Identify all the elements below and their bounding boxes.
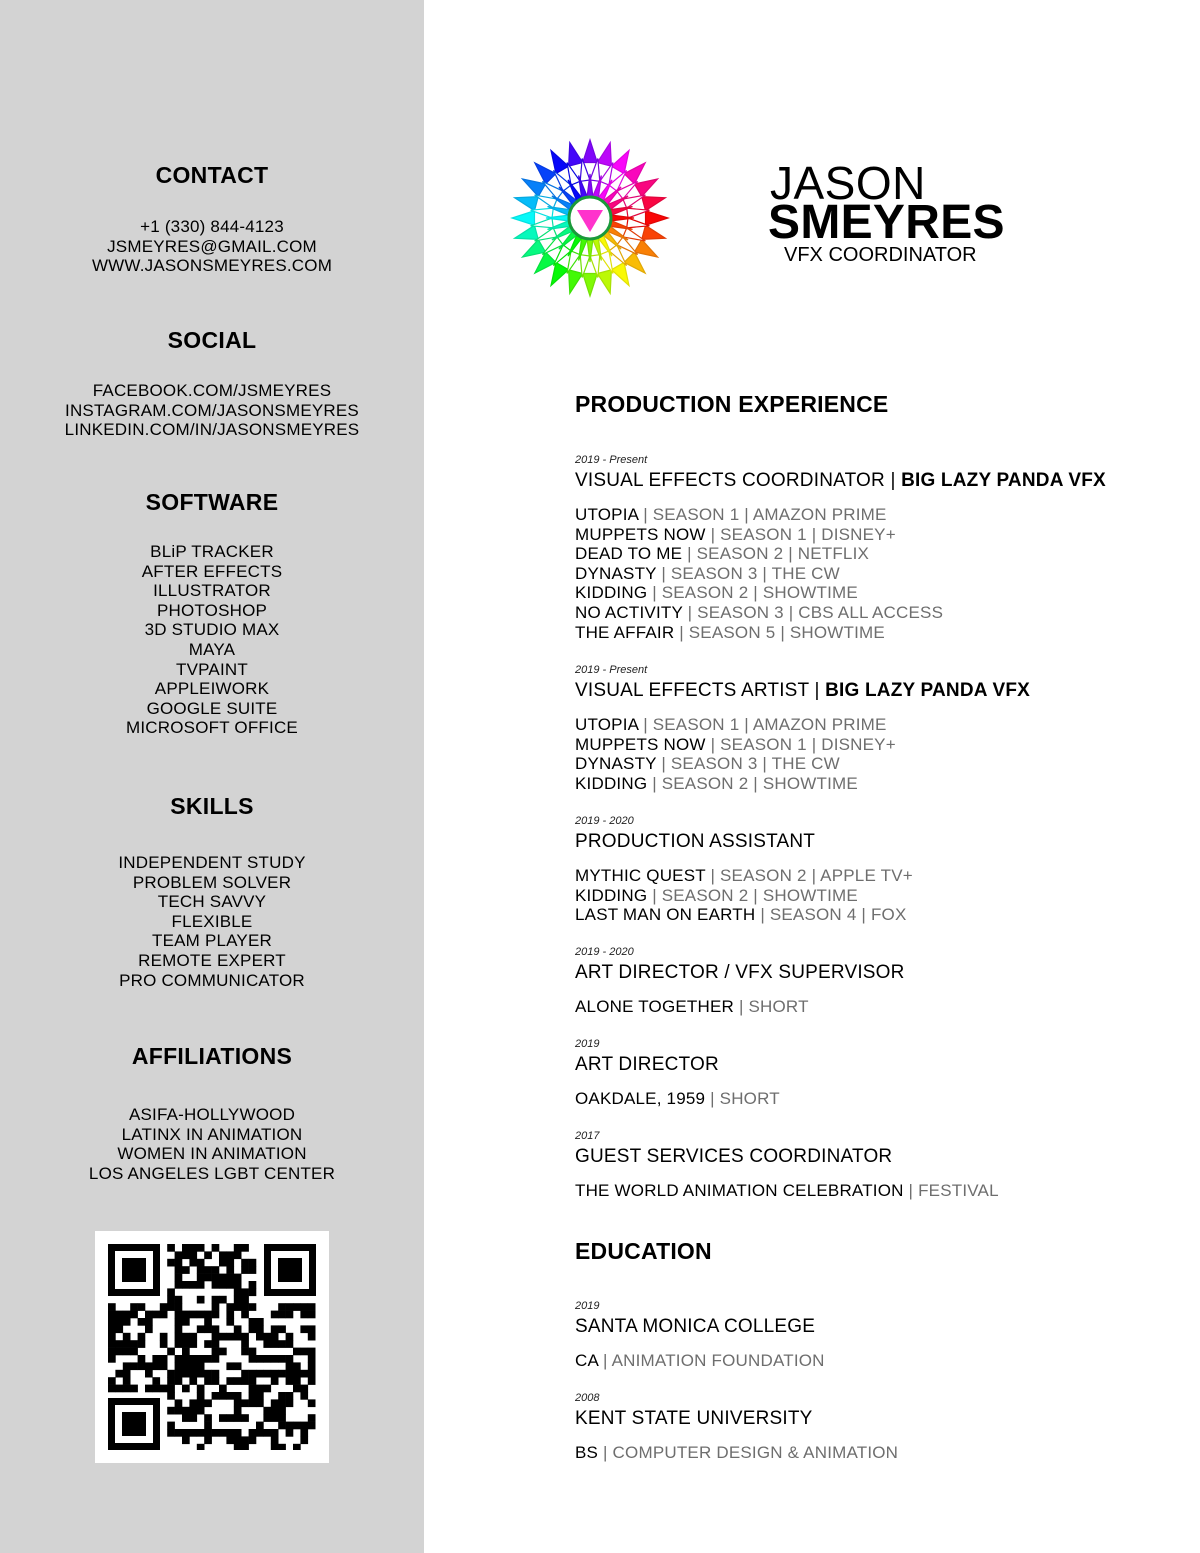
list-item: FLEXIBLE: [171, 911, 253, 931]
credit-list: [575, 505, 1175, 642]
list-item: UTOPIA | SEASON 1 | AMAZON PRIME: [575, 505, 887, 524]
job-title: [575, 961, 1175, 985]
job-title: [575, 1053, 1175, 1077]
first-name: JASON: [770, 157, 926, 209]
job-entry: [575, 945, 1175, 1017]
phone-number[interactable]: +1 (330) 844-4123: [140, 217, 284, 236]
linkedin-link[interactable]: LINKEDIN.COM/IN/JASONSMEYRES: [64, 420, 360, 440]
list-item: DYNASTY | SEASON 3 | THE CW: [575, 563, 840, 583]
list-item: MICROSOFT OFFICE: [126, 718, 298, 738]
affiliations-list: [0, 1105, 424, 1183]
list-item: GOOGLE SUITE: [146, 698, 278, 718]
email-link[interactable]: JSMEYRES@GMAIL.COM: [107, 236, 317, 256]
skills-list: [0, 853, 424, 990]
job-title-text: VISUAL EFFECTS ARTIST: [575, 680, 810, 701]
education-entry: [575, 1391, 1175, 1463]
list-item: ALONE TOGETHER | SHORT: [575, 997, 809, 1016]
last-name: SMEYRES: [768, 196, 1005, 249]
separator: |: [814, 680, 820, 701]
list-item: MAYA: [188, 639, 236, 659]
skills-heading: SKILLS: [170, 793, 254, 819]
degree-list: [575, 1443, 1175, 1463]
list-item: BS | COMPUTER DESIGN & ANIMATION: [575, 1443, 899, 1462]
job-title: [575, 1145, 1175, 1169]
list-item: PROBLEM SOLVER: [132, 872, 292, 892]
software-heading: SOFTWARE: [145, 489, 279, 515]
list-item: THE WORLD ANIMATION CELEBRATION | FESTIVAL: [575, 1181, 999, 1200]
sidebar: [0, 0, 424, 1553]
job-date: 2017: [575, 1130, 600, 1142]
list-item: CA | ANIMATION FOUNDATION: [575, 1351, 825, 1370]
mandala-logo-icon: [510, 138, 670, 298]
list-item: MUPPETS NOW | SEASON 1 | DISNEY+: [575, 734, 896, 754]
qr-code-icon: [108, 1244, 316, 1450]
instagram-link[interactable]: INSTAGRAM.COM/JASONSMEYRES: [65, 400, 359, 420]
social-list: [0, 381, 424, 440]
company-name: BIG LAZY PANDA VFX: [825, 680, 1031, 701]
job-date: 2019 - Present: [575, 454, 648, 466]
company-name: BIG LAZY PANDA VFX: [901, 470, 1106, 491]
list-item: INDEPENDENT STUDY: [118, 853, 306, 872]
list-item: DEAD TO ME | SEASON 2 | NETFLIX: [575, 544, 870, 564]
list-item: LATINX IN ANIMATION: [121, 1124, 303, 1144]
job-title-text: PRODUCTION ASSISTANT: [575, 831, 816, 852]
job-title-text: VISUAL EFFECTS COORDINATOR: [575, 470, 885, 491]
list-item: OAKDALE, 1959 | SHORT: [575, 1089, 780, 1108]
education-heading: EDUCATION: [575, 1238, 712, 1264]
credit-list: [575, 866, 1175, 925]
list-item: KIDDING | SEASON 2 | SHOWTIME: [575, 885, 858, 905]
job-title: [575, 830, 1175, 854]
list-item: MUPPETS NOW | SEASON 1 | DISNEY+: [575, 524, 896, 544]
credit-list: [575, 715, 1175, 793]
credit-list: [575, 1089, 1175, 1109]
degree-list: [575, 1351, 1175, 1371]
list-item: KIDDING | SEASON 2 | SHOWTIME: [575, 773, 858, 793]
job-title-text: ART DIRECTOR: [575, 1054, 719, 1075]
list-item: ILLUSTRATOR: [153, 581, 271, 601]
contact-list: [0, 217, 424, 276]
software-list: [0, 542, 424, 738]
list-item: ASIFA-HOLLYWOOD: [128, 1105, 296, 1124]
facebook-link[interactable]: FACEBOOK.COM/JSMEYRES: [92, 381, 332, 400]
list-item: TECH SAVVY: [157, 892, 267, 912]
job-entry: [575, 453, 1175, 642]
mandala-logo: [510, 138, 670, 303]
job-date: 2019: [575, 1038, 600, 1050]
job-title: [575, 679, 1175, 703]
school-name: SANTA MONICA COLLEGE: [575, 1316, 816, 1337]
education-date: 2019: [575, 1300, 600, 1312]
job-date: 2019 - 2020: [575, 815, 634, 827]
separator: |: [890, 470, 896, 491]
list-item: REMOTE EXPERT: [138, 950, 286, 970]
list-item: KIDDING | SEASON 2 | SHOWTIME: [575, 583, 858, 603]
credit-list: [575, 997, 1175, 1017]
education-entry: [575, 1299, 1175, 1371]
website-link[interactable]: WWW.JASONSMEYRES.COM: [91, 256, 333, 276]
list-item: TEAM PLAYER: [152, 931, 272, 951]
list-item: LAST MAN ON EARTH | SEASON 4 | FOX: [575, 905, 907, 925]
job-title-text: GUEST SERVICES COORDINATOR: [575, 1146, 893, 1167]
list-item: PRO COMMUNICATOR: [119, 970, 305, 990]
qr-code[interactable]: [95, 1231, 329, 1463]
job-entry: [575, 814, 1175, 925]
job-title: [575, 469, 1175, 493]
list-item: DYNASTY | SEASON 3 | THE CW: [575, 754, 840, 774]
affiliations-heading: AFFILIATIONS: [131, 1043, 293, 1069]
list-item: WOMEN IN ANIMATION: [117, 1144, 307, 1164]
job-entry: [575, 663, 1175, 793]
job-title-text: ART DIRECTOR / VFX SUPERVISOR: [575, 962, 905, 983]
list-item: LOS ANGELES LGBT CENTER: [88, 1163, 336, 1183]
school-name: KENT STATE UNIVERSITY: [575, 1408, 813, 1429]
job-entry: [575, 1129, 1175, 1201]
job-role: VFX COORDINATOR: [784, 244, 977, 266]
job-entry: [575, 1037, 1175, 1109]
list-item: AFTER EFFECTS: [141, 561, 283, 581]
list-item: APPLEIWORK: [154, 679, 270, 699]
experience-heading: PRODUCTION EXPERIENCE: [575, 391, 889, 417]
education-date: 2008: [575, 1392, 600, 1404]
contact-heading: CONTACT: [155, 162, 269, 188]
list-item: THE AFFAIR | SEASON 5 | SHOWTIME: [575, 622, 885, 642]
social-heading: SOCIAL: [167, 327, 257, 353]
credit-list: [575, 1181, 1175, 1201]
list-item: NO ACTIVITY | SEASON 3 | CBS ALL ACCESS: [575, 602, 944, 622]
list-item: PHOTOSHOP: [156, 600, 268, 620]
job-date: 2019 - 2020: [575, 946, 634, 958]
list-item: 3D STUDIO MAX: [144, 620, 280, 640]
list-item: BLiP TRACKER: [150, 542, 274, 561]
job-date: 2019 - Present: [575, 664, 648, 676]
list-item: TVPAINT: [176, 659, 248, 679]
list-item: UTOPIA | SEASON 1 | AMAZON PRIME: [575, 715, 887, 734]
list-item: MYTHIC QUEST | SEASON 2 | APPLE TV+: [575, 866, 913, 885]
